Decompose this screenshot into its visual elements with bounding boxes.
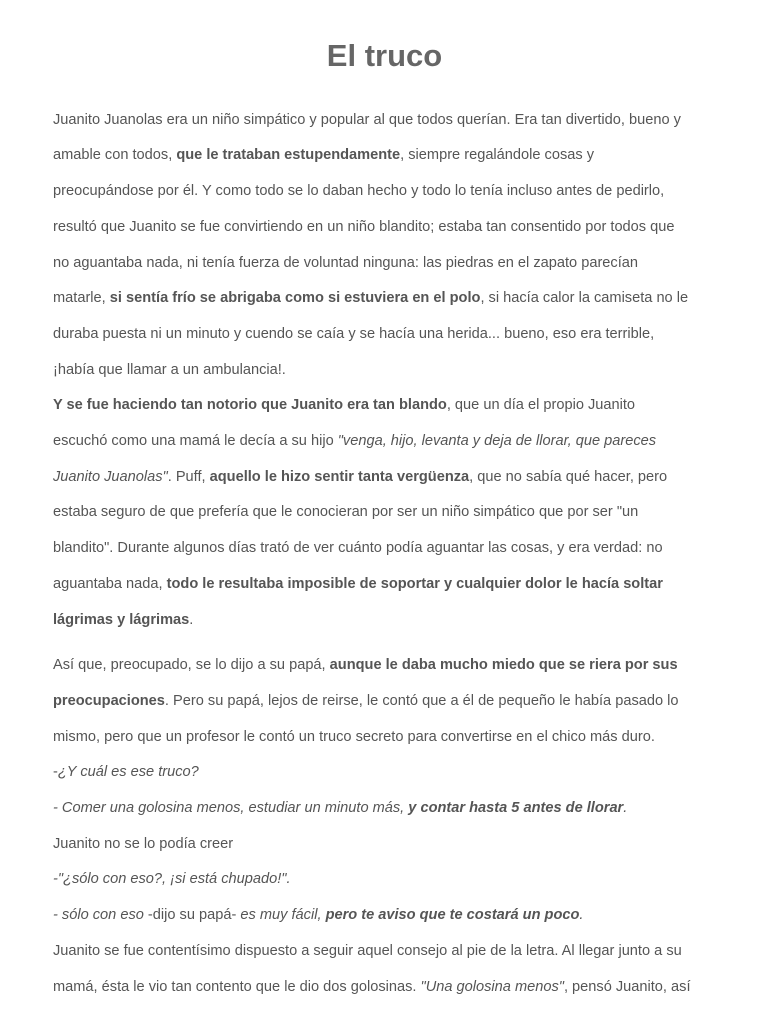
text-line bbox=[53, 495, 716, 531]
bold-text: y contar hasta 5 antes de llorar bbox=[408, 800, 624, 817]
text-line bbox=[53, 353, 716, 389]
text-run: , pensó Juanito, así bbox=[563, 978, 691, 995]
italic-text: "venga, hijo, levanta y deja de llorar, que pareces bbox=[337, 433, 657, 450]
bold-text: que le trataban estupendamente bbox=[176, 147, 401, 164]
text-line bbox=[53, 531, 716, 567]
text-run: Así que, preocupado, se lo dijo a su papá, bbox=[53, 657, 330, 674]
bold-text: Y se fue haciendo tan notorio que Juanito era tan blando bbox=[53, 397, 447, 414]
bold-text: si sentía frío se abrigaba como si estuviera en el polo bbox=[109, 290, 481, 307]
text-line bbox=[53, 791, 716, 827]
text-line bbox=[53, 970, 716, 1006]
paragraph-2 bbox=[53, 648, 716, 1005]
bold-text: aquello le hizo sentir tanta vergüenza bbox=[209, 468, 470, 485]
paragraph-gap bbox=[53, 638, 716, 648]
text-line bbox=[53, 246, 716, 282]
text-line bbox=[53, 684, 716, 720]
italic-text: Juanito Juanolas" bbox=[53, 468, 168, 485]
text-line bbox=[53, 934, 716, 970]
text-run: duraba puesta ni un minuto y cuendo se caía y se hacía una herida... bueno, eso era terrible, bbox=[53, 325, 655, 342]
bold-text: lágrimas y lágrimas bbox=[53, 611, 190, 628]
text-run: estaba seguro de que prefería que le conocieran por ser un niño simpático que por ser "un bbox=[53, 504, 639, 521]
text-line bbox=[53, 567, 716, 603]
italic-text: . bbox=[623, 800, 628, 817]
document-title: El truco bbox=[326, 38, 443, 73]
text-run: aguantaba nada, bbox=[53, 575, 167, 592]
text-line bbox=[53, 317, 716, 353]
text-line bbox=[53, 603, 716, 639]
text-run: - bbox=[53, 764, 58, 781]
text-run: matarle, bbox=[53, 290, 110, 307]
bold-text: todo le resultaba imposible de soportar y cualquier dolor le hacía soltar bbox=[166, 575, 663, 592]
text-line bbox=[53, 424, 716, 460]
text-run: mismo, pero que un profesor le contó un truco secreto para convertirse en el chico más duro. bbox=[53, 728, 655, 745]
italic-text: es muy fácil, bbox=[240, 907, 326, 924]
text-run: amable con todos, bbox=[53, 147, 177, 164]
bold-text: pero te aviso que te costará un poco bbox=[325, 907, 580, 924]
text-line bbox=[53, 827, 716, 863]
text-line bbox=[53, 388, 716, 424]
text-line bbox=[53, 210, 716, 246]
text-run: preocupándose por él. Y como todo se lo daban hecho y todo lo tenía incluso antes de pedirlo, bbox=[53, 183, 665, 200]
text-line bbox=[53, 862, 716, 898]
italic-text: - Comer una golosina menos, estudiar un minuto más, bbox=[53, 800, 409, 817]
text-run: , que un día el propio Juanito bbox=[446, 397, 636, 414]
text-run: , que no sabía qué hacer, pero bbox=[469, 468, 668, 485]
text-run: -dijo su papá- bbox=[143, 907, 241, 924]
bold-text: aunque le daba mucho miedo que se riera por sus bbox=[329, 657, 678, 674]
text-line bbox=[53, 898, 716, 934]
text-line bbox=[53, 648, 716, 684]
italic-text: . bbox=[579, 907, 584, 924]
text-run: , siempre regalándole cosas y bbox=[400, 147, 595, 164]
text-run: . Pero su papá, lejos de reirse, le contó que a él de pequeño le había pasado lo bbox=[164, 692, 679, 709]
text-run: no aguantaba nada, ni tenía fuerza de voluntad ninguna: las piedras en el zapato parecían bbox=[53, 254, 639, 271]
italic-text: ¿Y cuál es ese truco? bbox=[57, 764, 199, 781]
text-line bbox=[53, 138, 716, 174]
text-run: Juanito se fue contentísimo dispuesto a seguir aquel consejo al pie de la letra. Al llegar junto a su bbox=[53, 942, 682, 959]
text-line bbox=[53, 281, 716, 317]
text-line bbox=[53, 755, 716, 791]
text-run: , si hacía calor la camiseta no le bbox=[480, 290, 689, 307]
italic-text: -"¿sólo con eso?, ¡si está chupado!". bbox=[53, 871, 291, 888]
text-run: Juanito no se lo podía creer bbox=[53, 835, 234, 852]
text-run: . bbox=[189, 611, 194, 628]
text-run: escuchó como una mamá le decía a su hijo bbox=[53, 433, 338, 450]
text-run: . Puff, bbox=[167, 468, 210, 485]
bold-text: preocupaciones bbox=[53, 692, 165, 709]
italic-text: "Una golosina menos" bbox=[420, 978, 564, 995]
text-run: ¡había que llamar a un ambulancia!. bbox=[53, 361, 286, 378]
italic-text: - sólo con eso bbox=[53, 907, 144, 924]
text-run: mamá, ésta le vio tan contento que le dio dos golosinas. bbox=[53, 978, 421, 995]
text-run: resultó que Juanito se fue convirtiendo en un niño blandito; estaba tan consentido por todos que bbox=[53, 218, 675, 235]
text-run: blandito". Durante algunos días trató de ver cuánto podía aguantar las cosas, y era verdad: no bbox=[53, 540, 663, 557]
text-line bbox=[53, 174, 716, 210]
text-line bbox=[53, 720, 716, 756]
paragraph-1 bbox=[53, 103, 716, 639]
text-line bbox=[53, 103, 716, 139]
text-line bbox=[53, 460, 716, 496]
text-run: Juanito Juanolas era un niño simpático y popular al que todos querían. Era tan divertido, bueno y bbox=[53, 111, 681, 128]
